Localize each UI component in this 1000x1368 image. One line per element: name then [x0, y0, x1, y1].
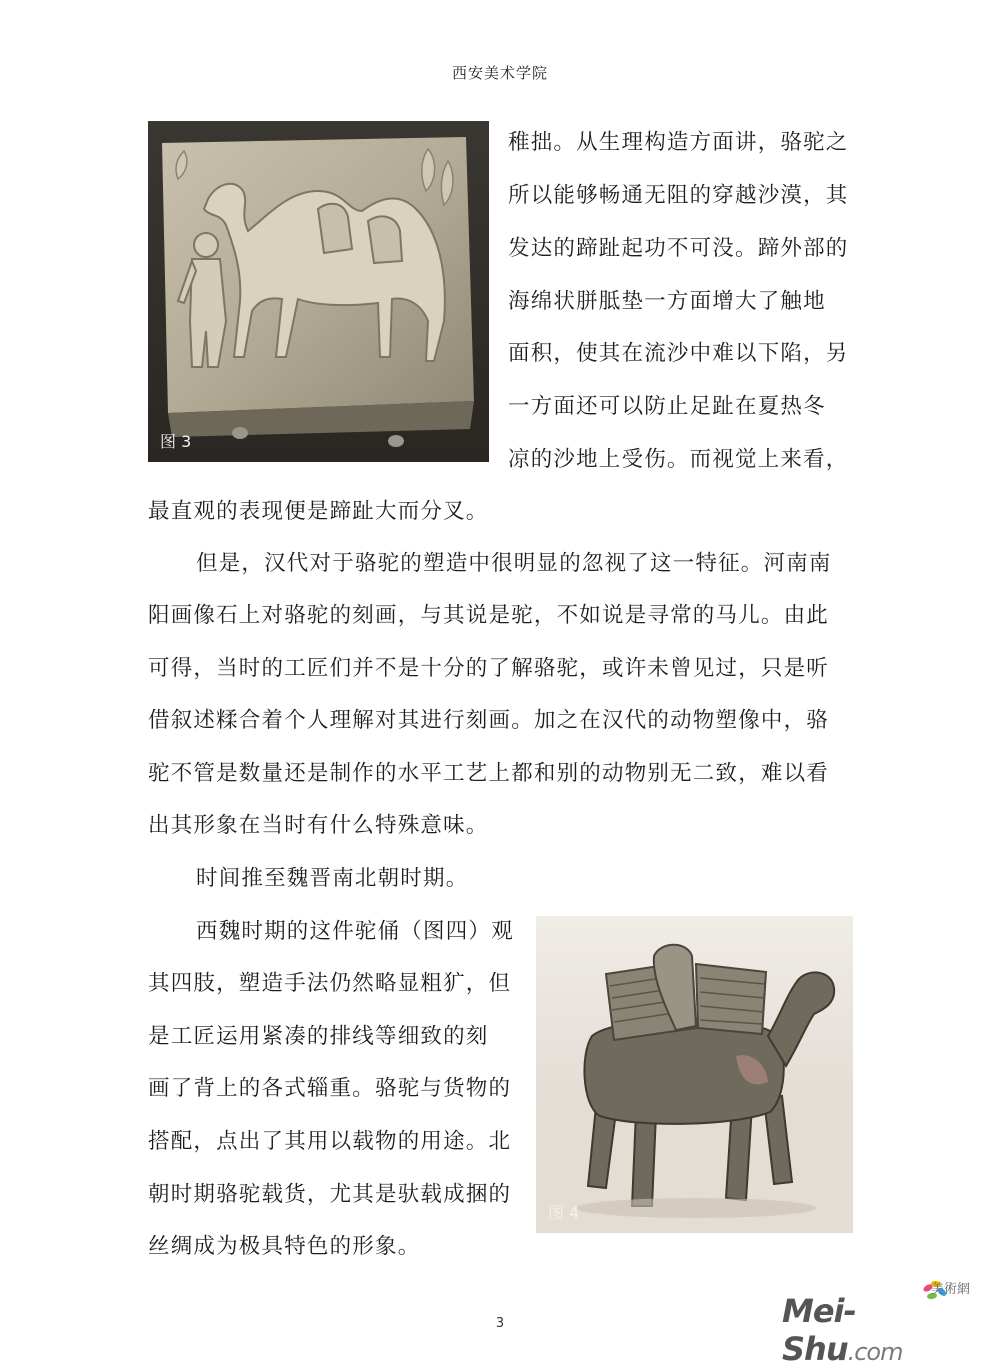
text-line: 驼不管是数量还是制作的水平工艺上都和别的动物别无二致，难以看 — [148, 761, 830, 786]
text-line: 面积，使其在流沙中难以下陷，另 — [508, 341, 849, 366]
paragraph-3: 时间推至魏晋南北朝时期。 — [196, 866, 469, 891]
figure-4-caption: 图 4 — [548, 1203, 580, 1222]
text-line: 其四肢，塑造手法仍然略显粗犷，但 — [148, 971, 512, 996]
text-line: 画了背上的各式辎重。骆驼与货物的 — [148, 1076, 512, 1101]
text-line: 出其形象在当时有什么特殊意味。 — [148, 813, 489, 838]
text-line: 一方面还可以防止足趾在夏热冬 — [508, 394, 826, 419]
page-header: 西安美术学院 — [451, 64, 548, 82]
text-line: 所以能够畅通无阻的穿越沙漠，其 — [508, 183, 849, 208]
watermark-suffix: .com — [847, 1338, 903, 1366]
watermark-cn-text: 美術網 — [930, 1282, 970, 1297]
watermark-brand — [782, 1292, 974, 1368]
figure-3-relief-image — [148, 121, 489, 462]
text-line: 搭配，点出了其用以载物的用途。北 — [148, 1129, 512, 1154]
text-line: 可得，当时的工匠们并不是十分的了解骆驼，或许未曾见过，只是听 — [148, 656, 830, 681]
text-line: 丝绸成为极具特色的形象。 — [148, 1234, 421, 1259]
text-line: 最直观的表现便是蹄趾大而分叉。 — [148, 499, 489, 524]
watermark-logo — [782, 1278, 974, 1368]
figure-3-caption: 图 3 — [160, 432, 192, 451]
text-line: 西魏时期的这件驼俑（图四）观 — [196, 919, 514, 944]
text-line: 稚拙。从生理构造方面讲，骆驼之 — [508, 130, 849, 155]
text-line: 凉的沙地上受伤。而视觉上来看， — [508, 447, 849, 472]
watermark-brand-text: Mei-Shu — [782, 1292, 856, 1368]
text-line: 发达的蹄趾起功不可没。蹄外部的 — [508, 236, 849, 261]
text-line: 但是，汉代对于骆驼的塑造中很明显的忽视了这一特征。河南南 — [196, 551, 832, 576]
page-number: 3 — [495, 1316, 505, 1331]
text-line: 是工匠运用紧凑的排线等细致的刻 — [148, 1024, 489, 1049]
text-line: 阳画像石上对骆驼的刻画，与其说是驼，不如说是寻常的马儿。由此 — [148, 603, 830, 628]
text-line: 朝时期骆驼载货，尤其是驮载成捆的 — [148, 1182, 512, 1207]
figure-4-camel-figurine-image — [536, 916, 853, 1233]
text-line: 海绵状胼胝垫一方面增大了触地 — [508, 289, 826, 314]
text-line: 借叙述糅合着个人理解对其进行刻画。加之在汉代的动物塑像中，骆 — [148, 708, 830, 733]
